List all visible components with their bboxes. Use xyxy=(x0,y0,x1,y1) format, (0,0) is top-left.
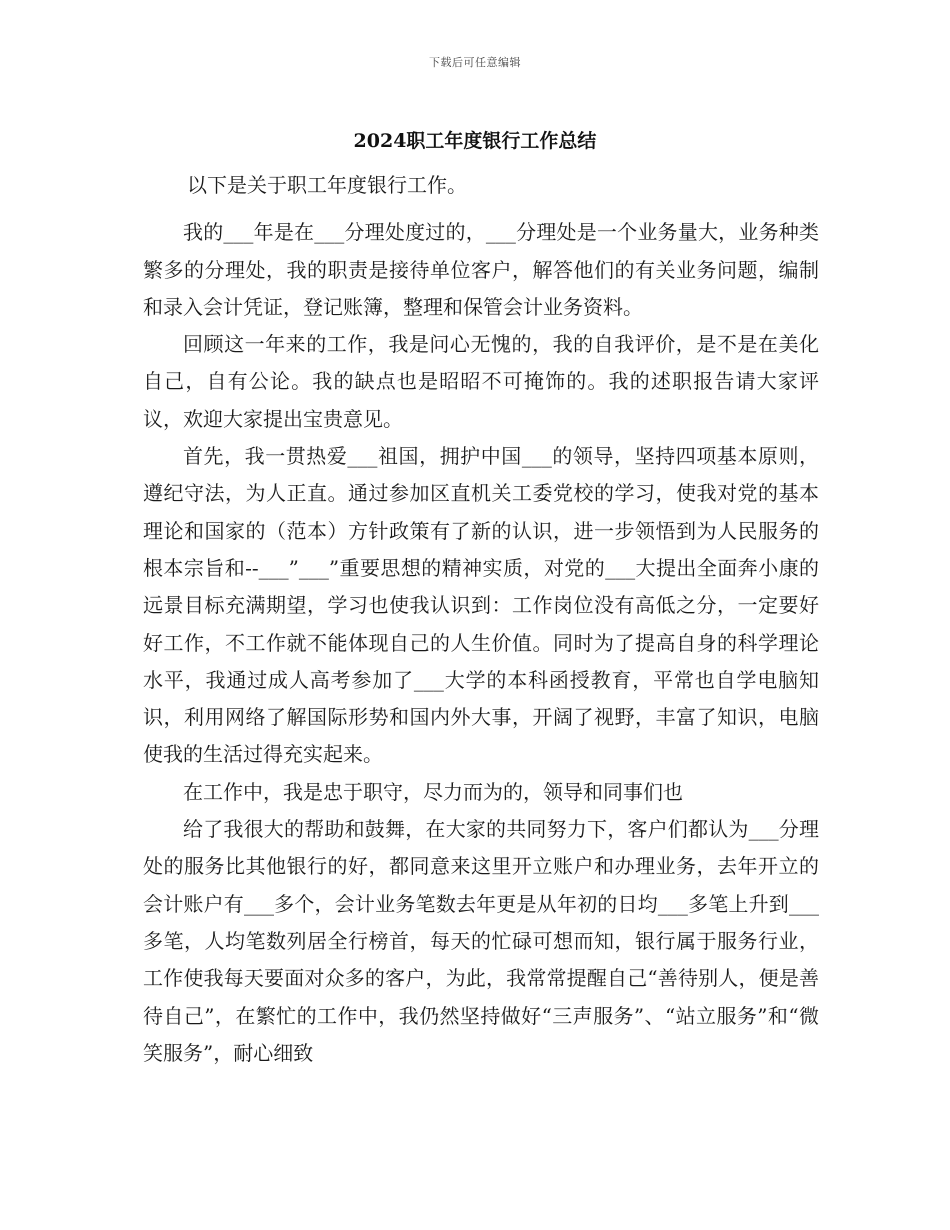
paragraph-work-intro: 在工作中，我是忠于职守，尽力而为的，领导和同事们也 xyxy=(183,779,683,804)
document-body xyxy=(143,167,819,1072)
intro-paragraph: 以下是关于职工年度银行工作。 xyxy=(187,173,467,197)
document-title: 2024职工年度银行工作总结 xyxy=(353,130,597,152)
paragraph-political: 首先，我一贯热爱___祖国，拥护中国___的领导，坚持四项基本原则，遵纪守法，为人正直。通过参加区直机关工委党校的学习，使我对党的基本理论和国家的（范本）方针政策有了新的认识，进一步领悟到为人民服务的根本宗旨和--___”___”重要思想的精神实质，对党的___大提出全面奔小康的远景目标充满期望，学习也使我认识到：工作岗位没有高低之分，一定要好好工作，不工作就不能体现自己的人生价值。同时为了提高自身的科学理论水平，我通过成人高考参加了___大学的本科函授教育，平常也自学电脑知识，利用网络了解国际形势和国内外大事，开阔了视野，丰富了知识，电脑使我的生活过得充实起来。 xyxy=(143,444,819,767)
header-note: 下载后可任意编辑 xyxy=(429,56,521,69)
paragraph-review: 回顾这一年来的工作，我是问心无愧的，我的自我评价，是不是在美化自己，自有公论。我的缺点也是昭昭不可掩饰的。我的述职报告请大家评议，欢迎大家提出宝贵意见。 xyxy=(143,332,819,431)
paragraph-duties: 我的___年是在___分理处度过的，___分理处是一个业务量大，业务种类繁多的分理处，我的职责是接待单位客户，解答他们的有关业务问题，编制和录入会计凭证，登记账簿，整理和保管会计业务资料。 xyxy=(143,220,819,319)
paragraph-work-detail: 给了我很大的帮助和鼓舞，在大家的共同努力下，客户们都认为___分理处的服务比其他银行的好，都同意来这里开立账户和办理业务，去年开立的会计账户有___多个，会计业务笔数去年更是从年初的日均___多笔上升到___多笔，人均笔数列居全行榜首，每天的忙碌可想而知，银行属于服务行业，工作使我每天要面对众多的客户，为此，我常常提醒自己“善待别人，便是善待自己”，在繁忙的工作中，我仍然坚持做好“三声服务”、“站立服务”和“微笑服务”，耐心细致 xyxy=(143,817,819,1065)
